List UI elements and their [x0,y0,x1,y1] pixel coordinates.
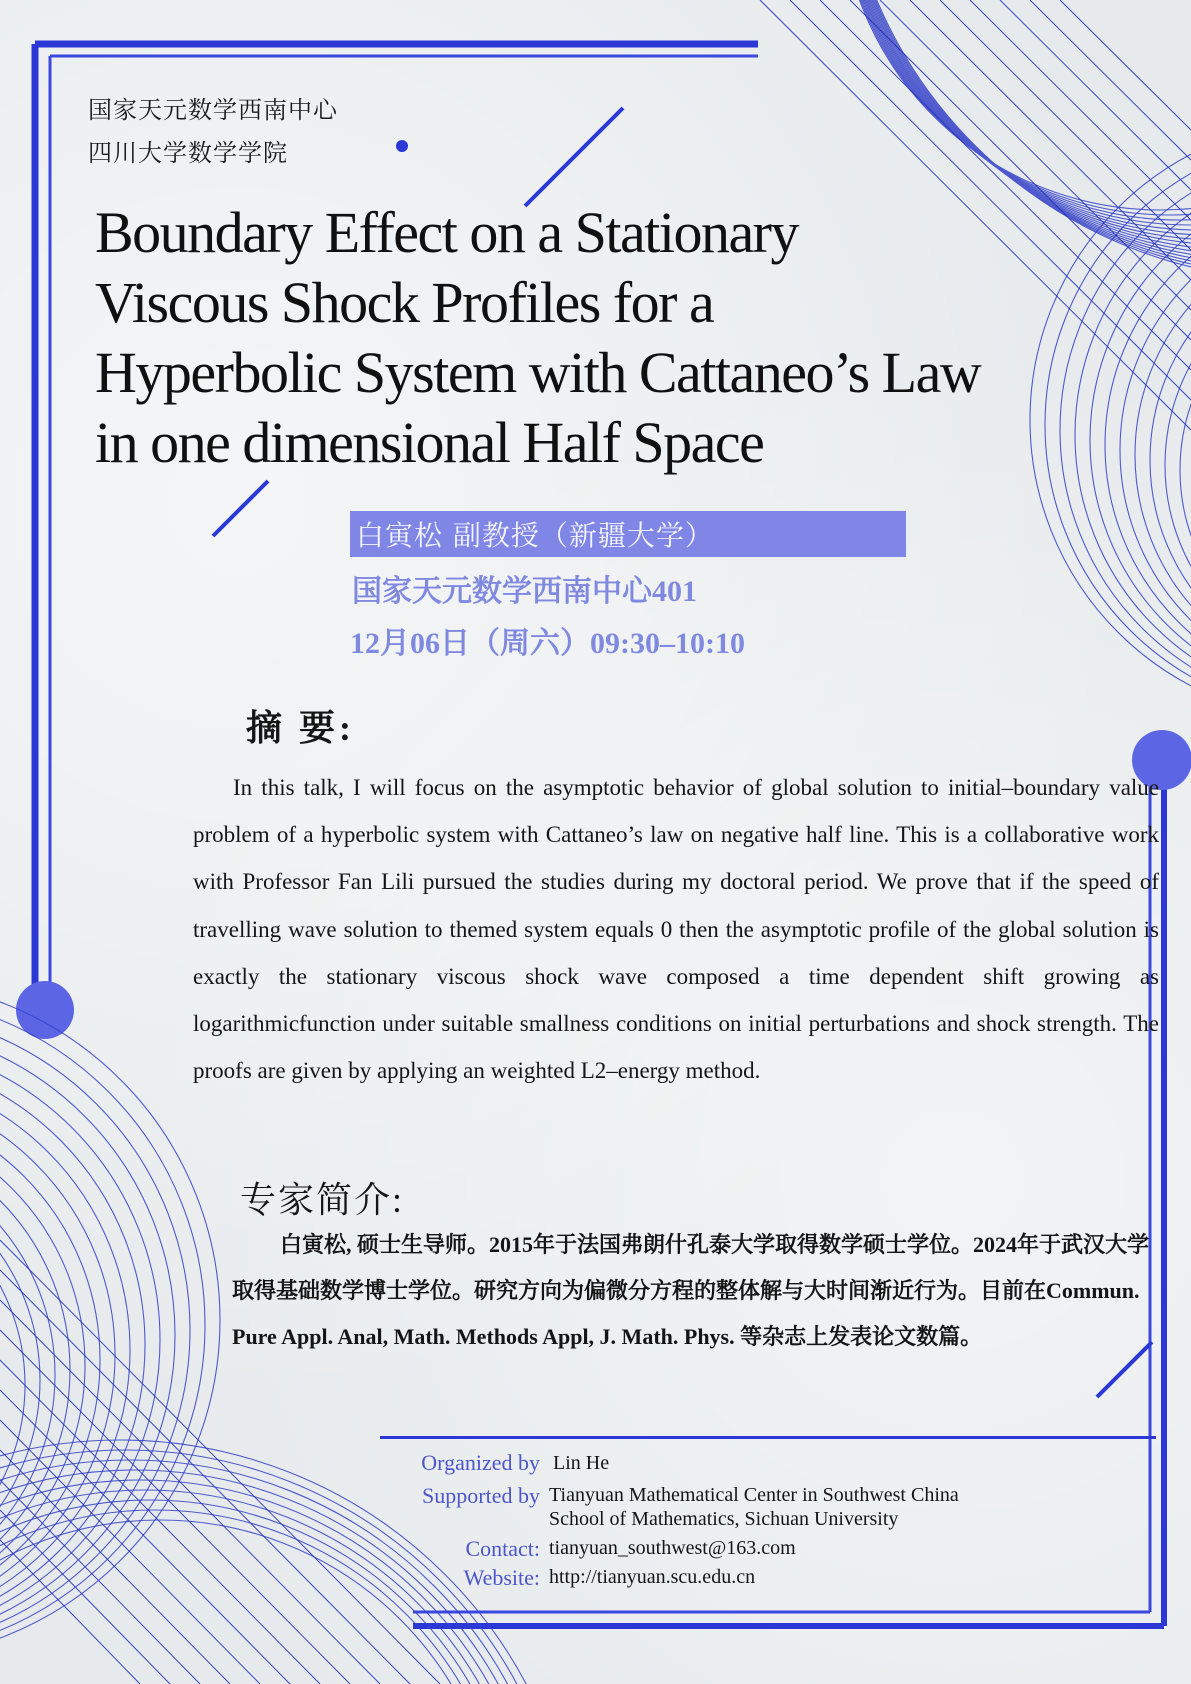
website-link[interactable]: http://tianyuan.scu.edu.cn [549,1566,756,1588]
supported-label: Supported by [422,1483,540,1508]
talk-title [95,198,1055,478]
organized-label: Organized by [421,1450,540,1475]
decorative-dot-small [396,140,408,152]
title-line-2: Viscous Shock Profiles for a [95,270,714,335]
bio-heading: 专家简介: [240,1180,405,1220]
bio-text: 白寅松, 硕士生导师。2015年于法国弗朗什孔泰大学取得数学硕士学位。2024年于武汉大学取得基础数学博士学位。研究方向为偏微分方程的整体解与大时间渐近行为。目前在Commun. Pure Appl. Anal, Math. Methods Appl, J. Math. Phys. 等杂志上发表论文数篇。 [232,1232,1150,1349]
footer-divider [380,1436,1156,1439]
abstract-heading: 摘 要: [246,708,355,748]
supported-value-1: Tianyuan Mathematical Center in Southwest China [549,1484,959,1506]
venue: 国家天元数学西南中心401 [352,575,697,608]
abstract-text: In this talk, I will focus on the asymptotic behavior of global solution to initial–boundary value problem of a hyperbolic system with Cattaneo’s law on negative half line. This is a collaborative work with Professor Fan Lili pursued the studies during my doctoral period. We prove that if the speed of travelling wave solution to themed system equals 0 then the asymptotic profile of the global solution is exactly the stationary viscous shock wave composed a time dependent shift growing as logarithmicfunction under suitable smallness conditions on initial perturbations and shock strength. The proofs are given by applying an weighted L2–energy method. [193,775,1159,1084]
title-line-3: Hyperbolic System with Cattaneo’s Law [95,340,981,405]
institution-1: 国家天元数学西南中心 [88,98,338,124]
supported-value-2: School of Mathematics, Sichuan University [549,1508,899,1530]
organized-value: Lin He [553,1452,610,1474]
institution-2: 四川大学数学学院 [88,141,288,167]
website-label: Website: [463,1565,540,1590]
title-line-4: in one dimensional Half Space [95,410,764,475]
contact-label: Contact: [465,1536,540,1561]
arc-pattern-bottom-left [0,980,220,1660]
arc-pattern-bottom-left-2 [0,1440,580,1684]
contact-email[interactable]: tianyuan_southwest@163.com [549,1537,796,1559]
speaker-name: 白寅松 副教授（新疆大学） [356,519,714,552]
title-line-1: Boundary Effect on a Stationary [95,200,798,265]
talk-time: 12月06日（周六）09:30–10:10 [350,627,745,660]
